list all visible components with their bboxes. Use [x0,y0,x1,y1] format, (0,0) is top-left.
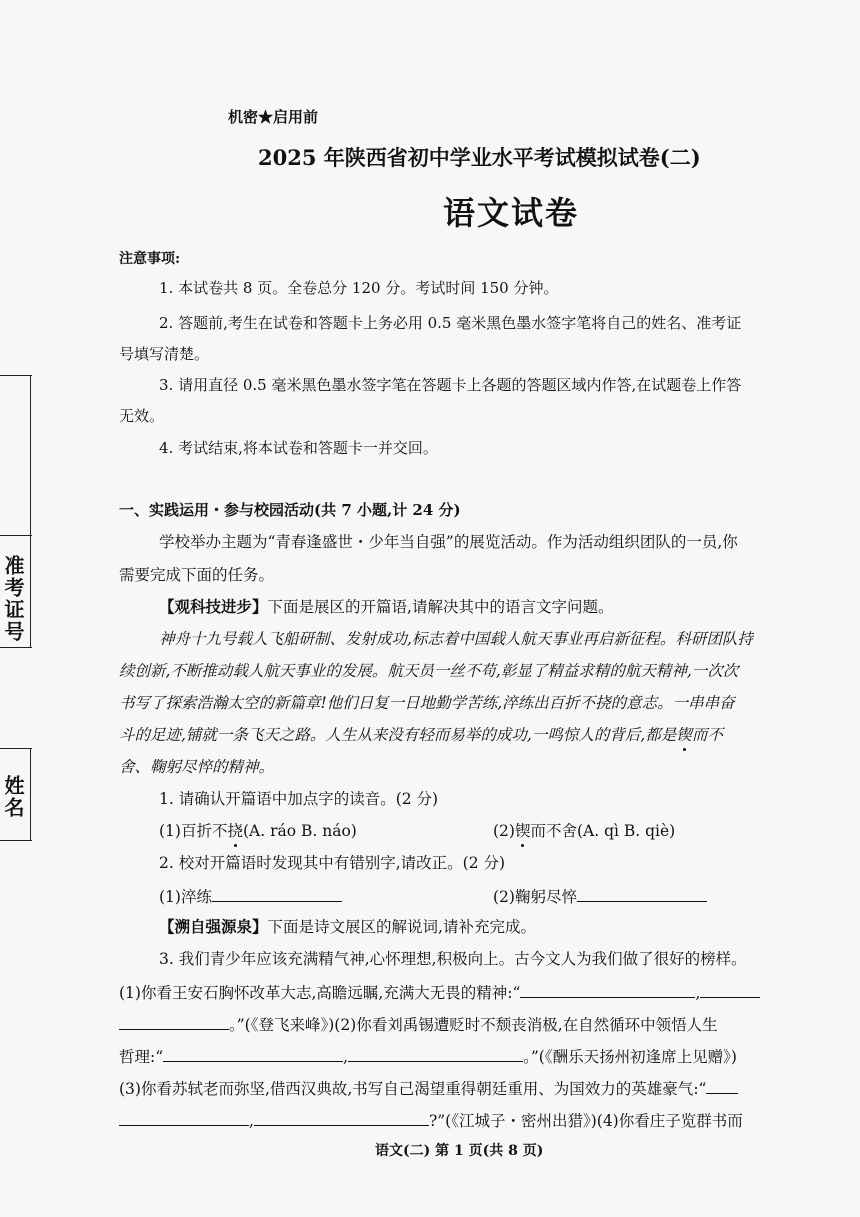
margin-rule [30,375,31,647]
exam-id-label: 准考证号 [1,555,25,643]
q1-text: (2) [493,822,515,840]
task-text: 下面是诗文展区的解说词,请补充完成。 [267,918,536,936]
answer-blank[interactable] [520,979,695,998]
answer-blank[interactable] [163,1043,343,1062]
answer-blank[interactable] [348,1043,523,1062]
note-item: 无效。 [119,407,165,425]
question-2: 2. 校对开篇语时发现其中有错别字,请改正。(2 分) [159,854,506,872]
task-text: 下面是展区的开篇语,请解决其中的语言文字问题。 [267,598,614,616]
margin-rule [30,748,31,840]
section-heading: 一、实践运用・参与校园活动(共 7 小题,计 24 分) [119,501,461,519]
q3-line: , ?”(《江城子・密州出猎》)(4)你看庄子览群书而 [119,1107,743,1131]
q1-choices: (A. ráo B. náo) [242,822,357,840]
note-item: 2. 答题前,考生在试卷和答题卡上务必用 0.5 毫米黑色墨水签字笔将自己的姓名、准考证 [159,314,742,332]
q2-item-1 [159,883,342,907]
q3-text: ?”(《江城子・密州出猎》)(4)你看庄子览群书而 [428,1112,743,1130]
question-3: 3. 我们青少年应该充满精气神,心怀理想,积极向上。古今文人为我们做了很好的榜样。 [159,950,747,968]
passage-line: 舍、鞠躬尽悴的精神。 [119,758,275,776]
margin-rule [0,748,32,749]
q3-line: (1)你看王安石胸怀改革大志,高瞻远瞩,充满大无畏的精神:“ , [119,979,760,1003]
note-item: 3. 请用直径 0.5 毫米黑色墨水签字笔在答题卡上各题的答题区域内作答,在试题卷上作答 [159,376,742,394]
q3-text: 。”(《登飞来峰》)(2)你看刘禹锡遭贬时不颓丧消极,在自然循环中领悟人生 [229,1016,718,1034]
q2-text: (2)鞠躬尽悴 [493,888,577,906]
task-tag: 【溯自强源泉】 [159,917,268,936]
notes-heading: 注意事项: [119,251,181,267]
q3-line [119,1075,738,1099]
task-tag: 【观科技进步】 [159,597,268,616]
margin-rule [0,375,32,376]
task-line [159,595,613,617]
answer-blank[interactable] [212,883,342,902]
section-intro: 需要完成下面的任务。 [119,566,275,584]
passage-text: 而不 [691,726,723,744]
q3-text: (1)你看王安石胸怀改革大志,高瞻远瞩,充满大无畏的精神:“ [119,984,521,1002]
dotted-char: 锲 [676,723,692,745]
q2-text: (1)淬练 [159,888,212,906]
q1-option-1 [159,819,357,841]
passage-line: 续创新,不断推动载人航天事业的发展。航天员一丝不苟,彰显了精益求精的航天精神,一次次 [119,662,739,680]
q3-line: 哲理:“ , 。”(《酬乐天扬州初逢席上见赠》) [119,1043,737,1067]
exam-title: 2025 年陕西省初中学业水平考试模拟试卷(二) [258,145,701,170]
q1-option-2 [493,819,675,841]
section-intro: 学校举办主题为“青春逢盛世・少年当自强”的展览活动。作为活动组织团队的一员,你 [159,533,738,551]
note-item: 号填写清楚。 [119,345,210,363]
q1-text: (1)百折不 [159,822,228,840]
margin-rule [0,535,32,536]
note-item: 1. 本试卷共 8 页。全卷总分 120 分。考试时间 150 分钟。 [159,279,559,297]
answer-blank[interactable] [706,1075,738,1094]
passage-line: 书写了探索浩瀚太空的新篇章!他们日复一日地勤学苦练,淬练出百折不挠的意志。一串串奋 [119,694,735,712]
name-label: 姓名 [1,775,25,819]
q3-text: 哲理:“ [119,1048,164,1066]
note-item: 4. 考试结束,将本试卷和答题卡一并交回。 [159,439,438,457]
q2-item-2 [493,883,707,907]
passage-line: 神舟十九号载人飞船研制、发射成功,标志着中国载人航天事业再启新征程。科研团队持 [159,630,753,648]
page-footer: 语文(二) 第 1 页(共 8 页) [375,1143,544,1159]
passage-text: 斗的足迹,铺就一条飞天之路。人生从来没有轻而易举的成功,一鸣惊人的背后,都是 [119,726,677,744]
question-1: 1. 请确认开篇语中加点字的读音。(2 分) [159,790,439,808]
dotted-char: 挠 [227,819,243,841]
answer-blank[interactable] [700,979,760,998]
answer-blank[interactable] [577,883,707,902]
subject-title: 语文试卷 [443,194,580,232]
confidential-mark: 机密★启用前 [228,108,319,126]
q1-choices: 而不舍(A. qì B. qiè) [530,822,676,840]
margin-rule [0,840,32,841]
answer-blank[interactable] [254,1107,429,1126]
q3-text: (3)你看苏轼老而弥坚,借西汉典故,书写自己渴望重得朝廷重用、为国效力的英雄豪气:“ [119,1080,707,1098]
dotted-char: 锲 [515,819,531,841]
answer-blank[interactable] [119,1011,229,1030]
task-line [159,915,536,937]
answer-blank[interactable] [119,1107,249,1126]
q3-line [119,1011,718,1035]
passage-line [119,723,723,745]
margin-rule [0,647,32,648]
q3-text: 。”(《酬乐天扬州初逢席上见赠》) [523,1048,737,1066]
